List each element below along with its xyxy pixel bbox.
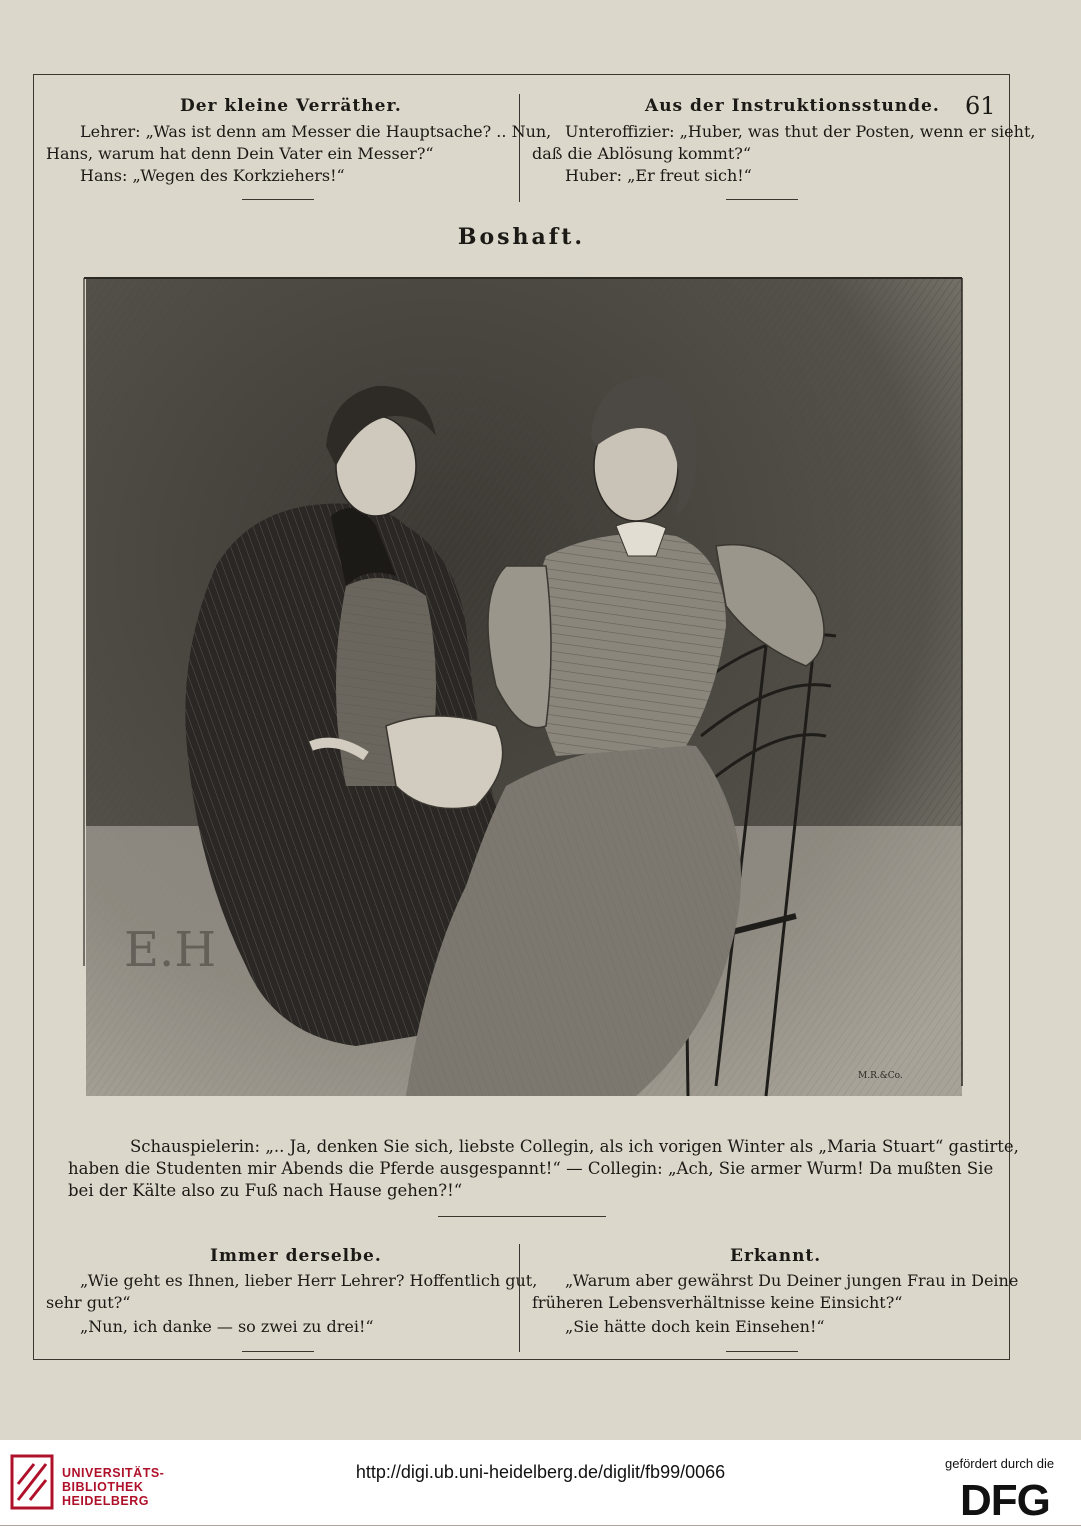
page-number: 61 bbox=[965, 92, 996, 120]
bottom-column-divider bbox=[519, 1244, 520, 1352]
caption-rule bbox=[438, 1216, 606, 1217]
top-right-line-1: Unteroffizier: „Huber, was thut der Posten, wenn er sieht, bbox=[565, 122, 1036, 141]
top-left-line-2: Hans, warum hat denn Dein Vater ein Messer?“ bbox=[46, 144, 434, 163]
library-name-line-1: UNIVERSITÄTS- bbox=[62, 1466, 165, 1480]
bottom-right-line-3: „Sie hätte doch kein Einsehen!“ bbox=[565, 1317, 825, 1336]
top-right-rule bbox=[726, 199, 798, 200]
library-name-line-2: BIBLIOTHEK bbox=[62, 1480, 144, 1494]
bottom-left-line-1: „Wie geht es Ihnen, lieber Herr Lehrer? Hoffentlich gut, bbox=[80, 1271, 538, 1290]
top-left-line-1: Lehrer: „Was ist denn am Messer die Hauptsache? .. Nun, bbox=[80, 122, 552, 141]
caption-line-1: Schauspielerin: „.. Ja, denken Sie sich, liebste Collegin, als ich vorigen Winter als „Maria Stuart“ gastirte, bbox=[130, 1137, 1019, 1156]
bottom-right-heading: Erkannt. bbox=[730, 1246, 822, 1266]
library-name-line-3: HEIDELBERG bbox=[62, 1494, 149, 1508]
cartoon-title: Boshaft. bbox=[457, 224, 586, 250]
caption-line-3: bei der Kälte also zu Fuß nach Hause gehen?!“ bbox=[68, 1181, 463, 1200]
printer-mark: M.R.&Co. bbox=[858, 1071, 903, 1081]
bottom-right-rule bbox=[726, 1351, 798, 1352]
permalink-url[interactable]: http://digi.ub.uni-heidelberg.de/diglit/fb99/0066 bbox=[355, 1462, 726, 1482]
top-left-line-3: Hans: „Wegen des Korkziehers!“ bbox=[80, 166, 345, 185]
dfg-logo: DFG bbox=[960, 1476, 1050, 1525]
bottom-left-heading: Immer derselbe. bbox=[210, 1246, 382, 1266]
top-left-rule bbox=[242, 199, 314, 200]
artist-signature: E.H bbox=[124, 922, 217, 978]
cartoon-illustration bbox=[76, 266, 970, 1100]
top-right-heading: Aus der Instruktionsstunde. bbox=[645, 96, 940, 116]
caption-line-2: haben die Studenten mir Abends die Pferde ausgespannt!“ — Collegin: „Ach, Sie armer Wurm! Da mußten Sie bbox=[68, 1159, 994, 1178]
top-column-divider bbox=[519, 94, 520, 202]
funding-label: gefördert durch die bbox=[945, 1456, 1055, 1471]
bottom-left-line-3: „Nun, ich danke — so zwei zu drei!“ bbox=[80, 1317, 374, 1336]
bottom-left-rule bbox=[242, 1351, 314, 1352]
cartoon-caption bbox=[68, 1136, 1019, 1202]
bottom-right-line-2: früheren Lebensverhältnisse keine Einsicht?“ bbox=[532, 1293, 903, 1312]
top-left-heading: Der kleine Verräther. bbox=[180, 96, 402, 116]
bottom-right-line-1: „Warum aber gewährst Du Deiner jungen Frau in Deine bbox=[565, 1271, 1019, 1290]
bottom-left-line-2: sehr gut?“ bbox=[46, 1293, 131, 1312]
top-right-line-2: daß die Ablösung kommt?“ bbox=[532, 144, 752, 163]
top-right-line-3: Huber: „Er freut sich!“ bbox=[565, 166, 752, 185]
